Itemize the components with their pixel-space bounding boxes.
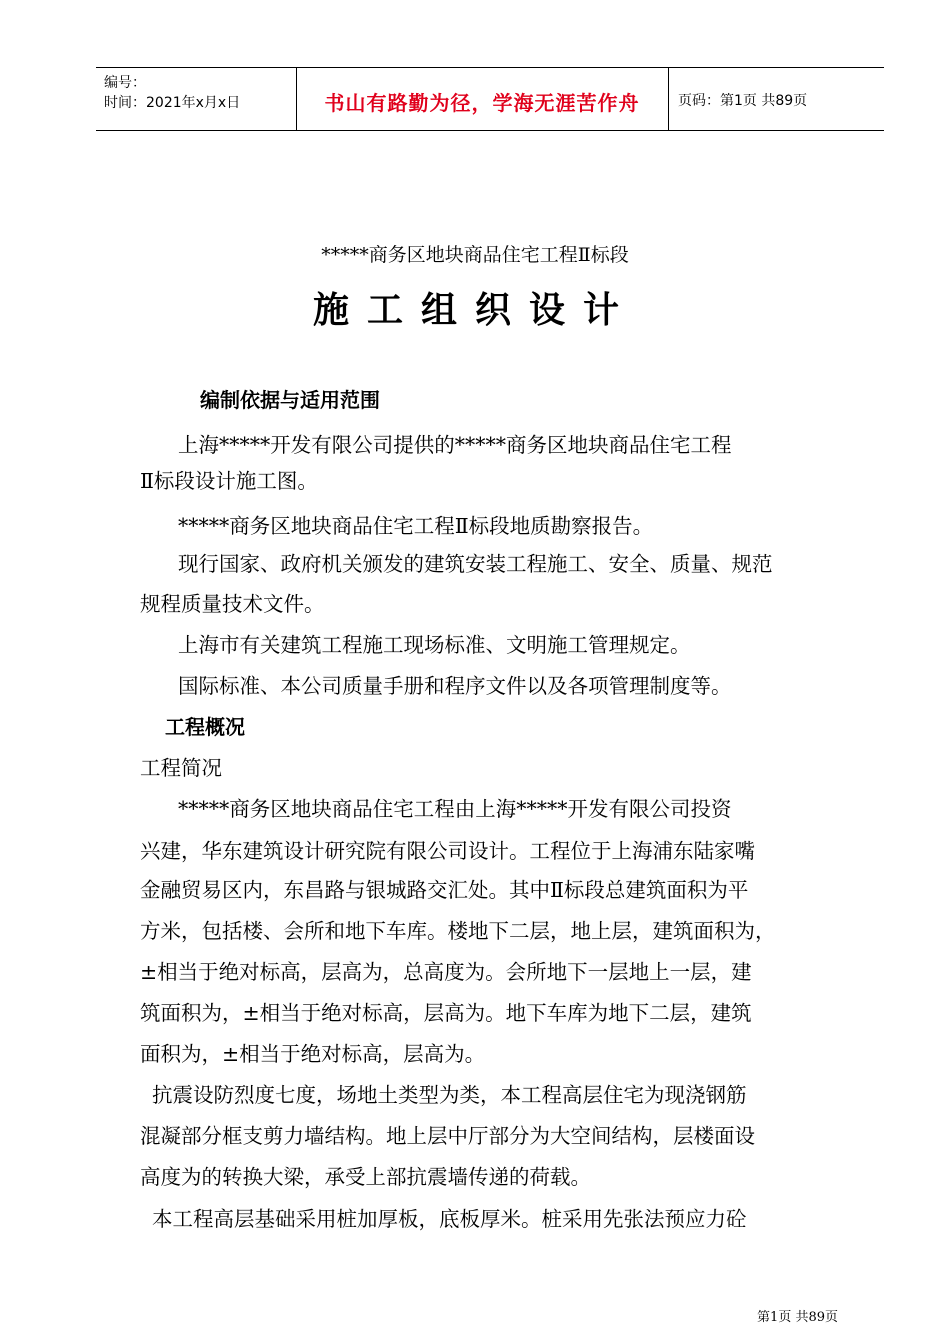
section-heading-basis: 编制依据与适用范围: [200, 388, 380, 412]
header-page-number: 页码：第1页 共89页: [678, 93, 808, 109]
header-motto: 书山有路勤为径，学海无涯苦作舟: [324, 91, 640, 115]
document-title: 施工组织设计: [312, 290, 637, 331]
paragraph-line: 国际标准、本公司质量手册和程序文件以及各项管理制度等。: [178, 674, 732, 698]
document-time-label: 时间：2021年x月x日: [104, 95, 241, 111]
paragraph-line: 规程质量技术文件。: [140, 592, 325, 616]
paragraph-line: 高度为的转换大梁，承受上部抗震墙传递的荷载。: [140, 1165, 591, 1189]
paragraph-line: *****商务区地块商品住宅工程Ⅱ标段地质勘察报告。: [178, 514, 654, 538]
paragraph-line: *****商务区地块商品住宅工程由上海*****开发有限公司投资: [178, 797, 732, 821]
header-meta-cell: [96, 68, 297, 130]
paragraph-line: 金融贸易区内，东昌路与银城路交汇处。其中Ⅱ标段总建筑面积为平: [140, 878, 749, 902]
subsection-heading: 工程简况: [140, 756, 222, 780]
paragraph-line: 兴建，华东建筑设计研究院有限公司设计。工程位于上海浦东陆家嘴: [140, 839, 755, 863]
page-footer-number: 第1页 共89页: [757, 1310, 838, 1325]
paragraph-line: 面积为，±相当于绝对标高，层高为。: [140, 1042, 486, 1066]
paragraph-line: ±相当于绝对标高，层高为，总高度为。会所地下一层地上一层，建: [140, 960, 752, 984]
document-header: [96, 67, 884, 131]
document-number-label: 编号：: [104, 75, 146, 91]
paragraph-line: 现行国家、政府机关颁发的建筑安装工程施工、安全、质量、规范: [178, 552, 773, 576]
paragraph-line: 上海*****开发有限公司提供的*****商务区地块商品住宅工程: [178, 433, 732, 457]
paragraph-line: 抗震设防烈度七度，场地土类型为类，本工程高层住宅为现浇钢筋: [152, 1083, 747, 1107]
header-motto-cell: [296, 68, 669, 130]
paragraph-line: Ⅱ标段设计施工图。: [140, 469, 318, 493]
paragraph-line: 上海市有关建筑工程施工现场标准、文明施工管理规定。: [178, 633, 691, 657]
section-heading-overview: 工程概况: [165, 715, 245, 739]
header-page-cell: [668, 68, 884, 130]
paragraph-line: 方米，包括楼、会所和地下车库。楼地下二层，地上层，建筑面积为，: [140, 919, 776, 943]
paragraph-line: 本工程高层基础采用桩加厚板，底板厚米。桩采用先张法预应力砼: [152, 1207, 747, 1231]
paragraph-line: 混凝部分框支剪力墙结构。地上层中厅部分为大空间结构，层楼面设: [140, 1124, 755, 1148]
paragraph-line: 筑面积为，±相当于绝对标高，层高为。地下车库为地下二层，建筑: [140, 1001, 752, 1025]
document-subtitle: *****商务区地块商品住宅工程Ⅱ标段: [321, 244, 629, 266]
